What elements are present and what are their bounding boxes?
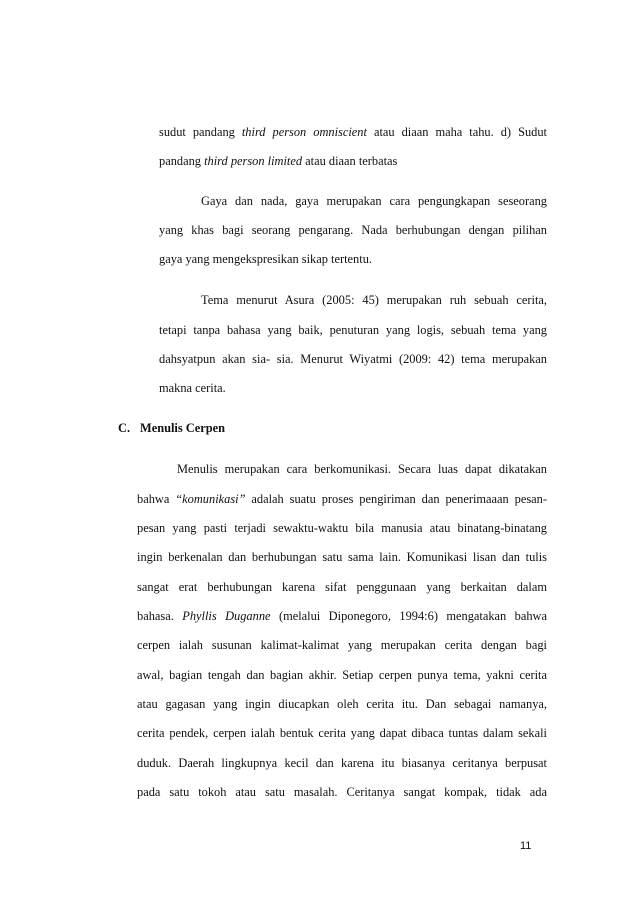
paragraph-d-line-8: awal, bagian tengah dan bagian akhir. Setiap cerpen punya tema, yakni cerita — [137, 668, 547, 682]
text-run: adalah suatu proses pengiriman dan penerimaaan pesan- — [245, 492, 547, 506]
paragraph-d-line-12: pada satu tokoh atau satu masalah. Ceritanya sangat kompak, tidak ada — [137, 785, 547, 799]
italic-term: Phyllis Duganne — [182, 609, 271, 623]
paragraph-d-line-2 — [137, 491, 547, 507]
paragraph-c-line-2: tetapi tanpa bahasa yang baik, penuturan yang logis, sebuah tema yang — [159, 323, 547, 337]
paragraph-a-line-1 — [159, 124, 547, 140]
paragraph-b-line-2: yang khas bagi seorang pengarang. Nada berhubungan dengan pilihan — [159, 223, 547, 237]
text-run: bahasa. — [137, 609, 183, 623]
paragraph-d-line-10: cerita pendek, cerpen ialah bentuk cerita yang dapat dibaca tuntas dalam sekali — [137, 726, 547, 740]
paragraph-d-line-5: sangat erat berhubungan karena sifat penggunaan yang berkaitan dalam — [137, 580, 547, 594]
page-number: 11 — [520, 840, 532, 852]
section-number: C. — [118, 421, 131, 435]
text-run: pandang — [159, 154, 205, 168]
paragraph-c-line-3: dahsyatpun akan sia- sia. Menurut Wiyatmi (2009: 42) tema merupakan — [159, 352, 547, 366]
paragraph-c-line-4: makna cerita. — [159, 381, 226, 395]
paragraph-d-line-11: duduk. Daerah lingkupnya kecil dan karena itu biasanya ceritanya berpusat — [137, 756, 547, 770]
text-run: sudut pandang — [159, 125, 242, 139]
paragraph-d-line-6 — [137, 608, 547, 624]
paragraph-b-line-3: gaya yang mengekspresikan sikap tertentu. — [159, 252, 372, 266]
italic-term: third person limited — [204, 154, 303, 168]
text-run: bahwa — [137, 492, 176, 506]
paragraph-d-line-1: Menulis merupakan cara berkomunikasi. Secara luas dapat dikatakan — [177, 462, 547, 476]
text-run: atau diaan maha tahu. d) Sudut — [366, 125, 547, 139]
italic-term: “komunikasi” — [175, 492, 246, 506]
section-title: Menulis Cerpen — [140, 421, 226, 435]
italic-term: third person omniscient — [241, 125, 367, 139]
paragraph-c-line-1: Tema menurut Asura (2005: 45) merupakan ruh sebuah cerita, — [201, 293, 547, 307]
text-run: atau diaan terbatas — [302, 154, 398, 168]
paragraph-d-line-4: ingin berkenalan dan berhubungan satu sama lain. Komunikasi lisan dan tulis — [137, 550, 547, 564]
paragraph-d-line-9: atau gagasan yang ingin diucapkan oleh cerita itu. Dan sebagai namanya, — [137, 697, 547, 711]
paragraph-a-line-2 — [159, 153, 397, 169]
paragraph-d-line-3: pesan yang pasti terjadi sewaktu-waktu bila manusia atau binatang-binatang — [137, 521, 547, 535]
text-run: (melalui Diponegoro, 1994:6) mengatakan bahwa — [270, 609, 547, 623]
section-heading — [118, 420, 130, 436]
paragraph-b-line-1: Gaya dan nada, gaya merupakan cara pengungkapan seseorang — [201, 194, 547, 208]
paragraph-d-line-7: cerpen ialah susunan kalimat-kalimat yang merupakan cerita dengan bagi — [137, 638, 547, 652]
